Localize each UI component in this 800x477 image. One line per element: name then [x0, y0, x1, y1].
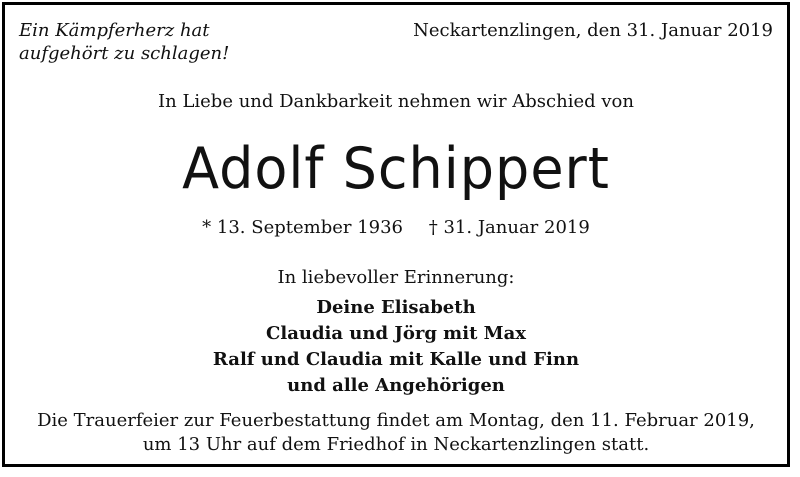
birth-date: * 13. September 1936 [202, 217, 404, 238]
motto [19, 19, 229, 65]
obituary-notice [2, 2, 790, 467]
family-member: Deine Elisabeth [316, 297, 476, 318]
motto-line: Ein Kämpferherz hat [19, 20, 210, 41]
memory-label: In liebevoller Erinnerung: [277, 267, 515, 288]
family-member: und alle Angehörigen [287, 375, 505, 396]
family-list [5, 295, 787, 399]
death-date: † 31. Januar 2019 [428, 217, 590, 238]
service-info [5, 409, 787, 457]
service-line: um 13 Uhr auf dem Friedhof in Neckartenzlingen statt. [142, 434, 650, 455]
motto-line: aufgehört zu schlagen! [19, 43, 230, 64]
service-line: Die Trauerfeier zur Feuerbestattung findet am Montag, den 11. Februar 2019, [37, 410, 755, 431]
family-member: Claudia und Jörg mit Max [266, 323, 526, 344]
deceased-name: Adolf Schippert [182, 135, 610, 202]
place-date: Neckartenzlingen, den 31. Januar 2019 [413, 20, 773, 41]
intro-text: In Liebe und Dankbarkeit nehmen wir Abschied von [158, 91, 634, 112]
family-member: Ralf und Claudia mit Kalle und Finn [212, 349, 580, 370]
life-dates [5, 217, 787, 238]
